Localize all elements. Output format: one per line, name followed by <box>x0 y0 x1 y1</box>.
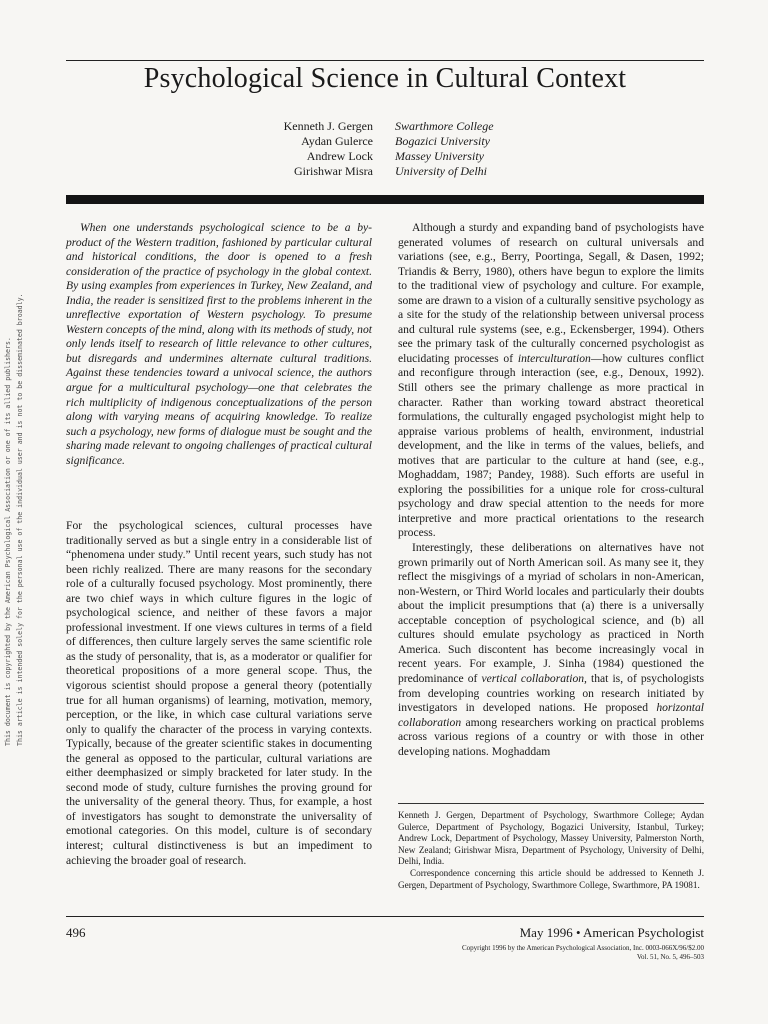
article-title: Psychological Science in Cultural Context <box>143 63 627 94</box>
top-rule <box>66 60 704 61</box>
abstract: When one understands psychological science to be a by-product of the Western tradition, fashioned by particular cultural and historical conditions, the door is opened to a fresh consideration of the practice of psychology in the global context. By using examples from experiences in Turkey, New Zealand, and India, the reader is sensitized first to the problems inherent in the unreflective exportation of Western psychology. To presume Western concepts of the mind, along with its methods of study, not only lends itself to research of little relevance to other cultures, but disregards and undermines alternate cultural traditions. Against these tendencies toward a univocal science, the authors argue for a multicultural psychology—one that celebrates the rich multiplicity of indigenous conceptualizations of the person along with varying means of acquiring knowledge. To realize such a psychology, new forms of dialogue must be sought and the sharing made relevant to ongoing challenges of practical cultural significance. <box>66 221 372 467</box>
author-name: Aydan Gulerce <box>301 134 373 148</box>
copyright-notice <box>404 944 704 962</box>
body-paragraph: For the psychological sciences, cultural processes have traditionally served as but a single entry in a considerable list of “phenomena under study.” Until recent years, such study has not been richly realized. There are many reasons for the secondary role of a culturally focused psychology. Most prominently, there are two chief ways in which culture figures in the logic of psychological science, and neither of these favors a major professional investment. If one views cultures in terms of a field of differences, then culture largely serves the same scientific role as the study of personality, that is, as a moderator or qualifier for theoretical propositions of a more general scope. Thus, the vigorous scientist should propose a general theory (potentially true for all human organisms) of learning, motivation, memory, perception, or the like, in which case cultural variations serve only to qualify the character of the process in varying contexts. Typically, because of the greater scientific stakes in documenting the general as opposed to the particular, cultural variations are either deemphasized or simply bracketed for later study. In the second mode of study, culture furnishes the proving ground for the universality of the general theory. Thus, for example, a host of investigators has sought to demonstrate the universality of emotional categories. On this model, culture is of secondary interest; cultural distinctiveness is but an impediment to achieving the broader goal of research. <box>66 519 372 867</box>
author-name: Girishwar Misra <box>294 164 373 178</box>
copyright-line: Copyright 1996 by the American Psychological Association, Inc. 0003-066X/96/$2.00 <box>461 944 704 952</box>
affiliation-list <box>395 119 595 179</box>
sidebar-line: This article is intended solely for the personal use of the individual user and is not to be disseminated broadly. <box>16 293 24 746</box>
emphasis-term: horizontal collaboration <box>398 701 704 729</box>
sidebar-line: This document is copyrighted by the American Psychological Association or one of its allied publishers. <box>4 337 12 746</box>
affiliation: Massey University <box>395 149 484 163</box>
footnote-rule <box>398 803 704 804</box>
body-paragraph: Although a sturdy and expanding band of psychologists have generated volumes of research on cultural universals and variations (see, e.g., Berry, Poortinga, Segall, & Dasen, 1992; Triandis & Berry, 1980), others have begun to explore the limits to the traditional view of psychology and culture. For example, some are drawn to a vision of a culturally sensitive psychology as a site for the study of the relationship between universal process and cultural rule systems (see, e.g., Eckensberger, 1994). Others see the primary task of the culturally concerned psychologist as elucidating processes of interculturation—how cultures conflict and reconfigure through interaction (see, e.g., Denoux, 1992). Still others see the primary challenge as more practical in character. Rather than working toward abstract theoretical formulations, the culturally engaged psychologist might help to appraise various problems of health, environment, industrial development, and the like in terms of the values, beliefs, and motives that are particular to the culture at hand (see, e.g., Moghaddam, 1987; Pandey, 1988). Such efforts are useful in exploring the possibilities for a unique role for cross-cultural psychology and draw special attention to the needs for more interpretive and more practical orientations to the research process. <box>398 221 705 540</box>
author-name: Kenneth J. Gergen <box>283 119 373 133</box>
affiliation: University of Delhi <box>395 164 487 178</box>
emphasis-term: interculturation <box>517 351 591 365</box>
right-column-body <box>398 221 704 759</box>
left-column-body <box>66 519 372 868</box>
author-name: Andrew Lock <box>306 149 373 163</box>
footnote-paragraph: Kenneth J. Gergen, Department of Psychology, Swarthmore College; Aydan Gulerce, Department of Psychology, Bogazici University, Istanbul, Turkey; Andrew Lock, Department of Psychology, Massey University, Palmerston North, New Zealand; Girishwar Misra, Department of Psychology, University of Delhi, Delhi, India. <box>398 810 704 867</box>
copyright-sidebar <box>0 270 38 750</box>
author-list <box>205 119 373 179</box>
journal-citation: May 1996 • American Psychologist <box>519 925 704 940</box>
page-number: 496 <box>66 925 86 940</box>
footnote-paragraph: Correspondence concerning this article should be addressed to Kenneth J. Gergen, Department of Psychology, Swarthmore College, Swarthmore, PA 19081. <box>398 867 704 890</box>
emphasis-term: vertical collaboration, <box>481 671 587 685</box>
footer-rule <box>66 916 704 917</box>
volume-line: Vol. 51, No. 5, 496–503 <box>636 953 704 961</box>
author-footnote <box>398 810 704 891</box>
body-paragraph: Interestingly, these deliberations on alternatives have not grown primarily out of North American soil. As many see it, they reflect the misgivings of a myriad of scholars in non-American, non-Western, or Third World locales and particularly their doubts about the implicit presumptions that (a) there is a universally acceptable conception of psychological science, and (b) all cultures should emulate psychology as practiced in North America. Such discontent has become increasingly vocal in recent years. For example, J. Sinha (1984) questioned the predominance of vertical collaboration, that is, of psychologists from developing countries working on research initiated by investigators in developed nations. He proposed horizontal collaboration among researchers working on practical problems across various regions of a country or with those in other developing nations. Moghaddam <box>398 541 704 758</box>
header-divider-bar <box>66 195 704 204</box>
affiliation: Bogazici University <box>395 134 490 148</box>
affiliation: Swarthmore College <box>395 119 494 133</box>
